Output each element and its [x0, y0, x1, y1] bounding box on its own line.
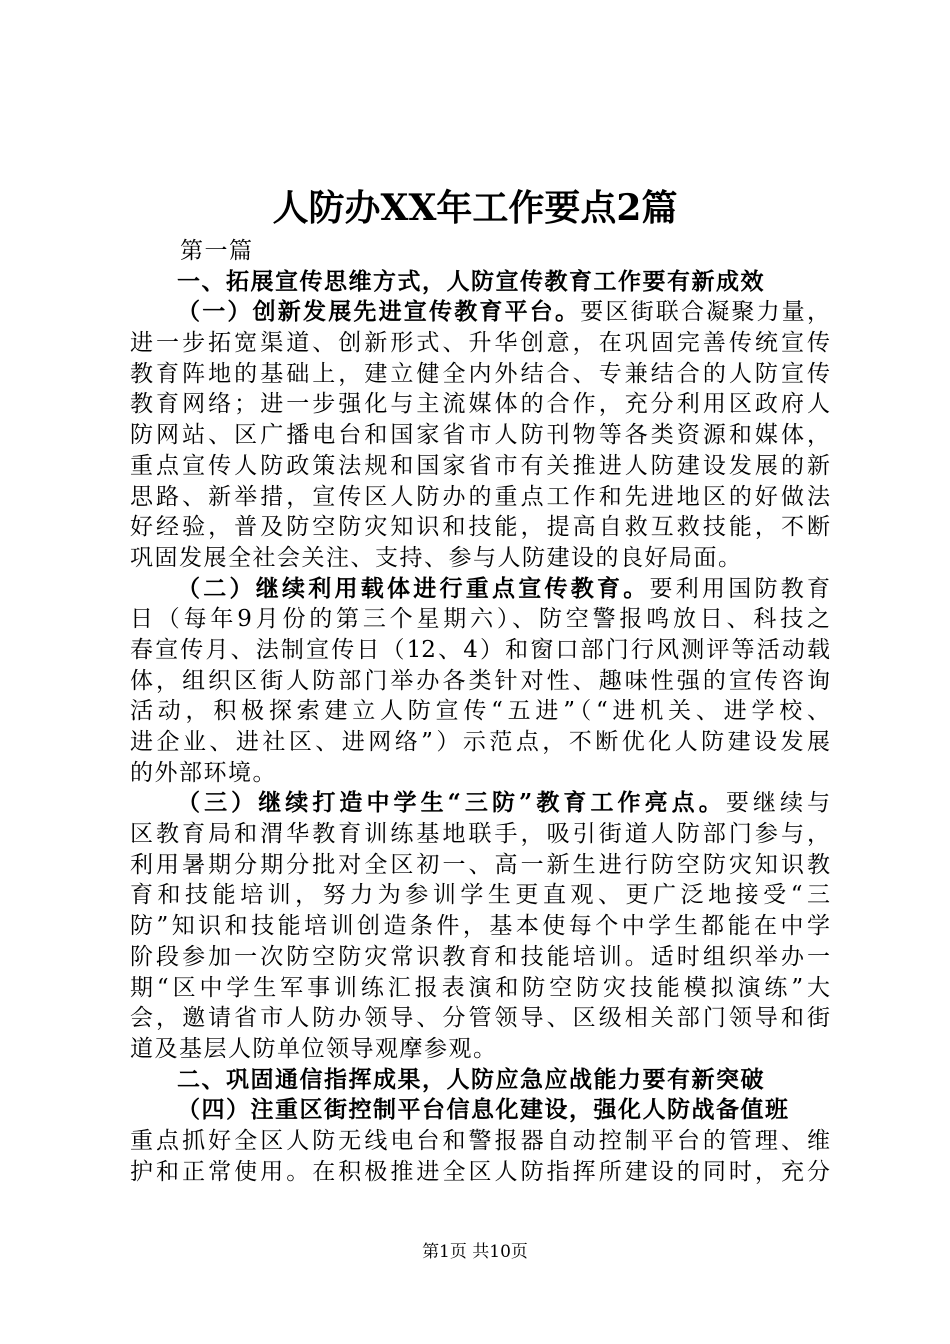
text-line: [130, 1126, 830, 1157]
text-line: [130, 604, 830, 635]
line-text: 巩固发展全社会关注、支持、参与人防建设的良好局面。: [130, 544, 743, 571]
text-line: [130, 911, 830, 942]
line-text: 道及基层人防单位领导观摩参观。: [130, 1035, 498, 1062]
line-text: 要利用国防教育: [649, 575, 830, 602]
line-text: 进一步拓宽渠道、创新形式、升华创意，在巩固完善传统宣传: [130, 330, 830, 357]
line-text: 要继续与: [725, 790, 831, 817]
text-line: [130, 543, 830, 574]
line-text: 防”知识和技能培训创造条件，基本使每个中学生都能在中学: [130, 913, 830, 940]
text-line: [130, 482, 830, 513]
line-text: 利用暑期分期分批对全区初一、高一新生进行防空防灾知识教: [130, 851, 830, 878]
line-text: 春宣传月、法制宣传日（12、4）和窗口部门行风测评等活动载: [130, 636, 830, 663]
text-line: [130, 727, 830, 758]
text-line: [130, 297, 830, 328]
text-line: [130, 850, 830, 881]
text-line: [130, 359, 830, 390]
text-line: [130, 512, 830, 543]
text-line: [130, 1157, 830, 1188]
paragraph-lead: （四）注重区街控制平台信息化建设，强化人防战备值班: [177, 1096, 790, 1124]
text-line: [130, 666, 830, 697]
line-text: 日（每年9月份的第三个星期六）、防空警报鸣放日、科技之: [130, 606, 830, 633]
line-text: 进企业、进社区、进网络”）示范点，不断优化人防建设发展: [130, 729, 830, 755]
line-text: 好经验，普及防空防灾知识和技能，提高自救互救技能，不断: [130, 514, 830, 541]
line-text: 区教育局和渭华教育训练基地联手，吸引街道人防部门参与，: [130, 821, 830, 848]
line-text: 要区街联合凝聚力量，: [580, 299, 831, 326]
line-text: 二、巩固通信指挥成果，人防应急应战能力要有新突破: [177, 1065, 765, 1093]
line-text: 教育网络；进一步强化与主流媒体的合作，充分利用区政府人: [130, 391, 830, 418]
text-line: [130, 267, 830, 298]
text-line: [130, 788, 830, 819]
text-line: [130, 1034, 830, 1065]
page-footer: 第1页 共10页: [422, 1242, 528, 1262]
text-line: [130, 942, 830, 973]
text-line: [130, 880, 830, 911]
text-line: [130, 451, 830, 482]
text-line: [130, 420, 830, 451]
text-line: [130, 635, 830, 666]
text-line: [130, 819, 830, 850]
text-line: [130, 1003, 830, 1034]
text-line: [130, 973, 830, 1004]
text-line: [130, 1095, 830, 1126]
text-line: [130, 389, 830, 420]
line-text: 重点抓好全区人防无线电台和警报器自动控制平台的管理、维: [130, 1127, 830, 1154]
line-text: 思路、新举措，宣传区人防办的重点工作和先进地区的好做法: [130, 483, 830, 510]
line-text: 体，组织区街人防部门举办各类针对性、趣味性强的宣传咨询: [130, 667, 830, 694]
line-text: 的外部环境。: [130, 759, 277, 786]
line-text: 阶段参加一次防空防灾常识教育和技能培训。适时组织举办一: [130, 943, 830, 970]
paragraph-lead: （三）继续打造中学生“三防”教育工作亮点。: [177, 789, 726, 817]
line-text: 重点宣传人防政策法规和国家省市有关推进人防建设发展的新: [130, 452, 830, 479]
line-text: 会，邀请省市人防办领导、分管领导、区级相关部门领导和街: [130, 1005, 830, 1032]
line-text: 期“区中学生军事训练汇报表演和防空防灾技能模拟演练”大: [130, 974, 830, 1001]
document-body: [130, 236, 830, 1187]
line-text: 育和技能培训，努力为参训学生更直观、更广泛地接受“三: [130, 882, 830, 909]
text-line: [130, 758, 830, 789]
paragraph-lead: （二）继续利用载体进行重点宣传教育。: [177, 574, 650, 602]
paragraph-lead: （一）创新发展先进宣传教育平台。: [177, 298, 581, 326]
text-line: [130, 328, 830, 359]
line-text: 第一篇: [180, 238, 254, 264]
document-title: 人防办XX年工作要点2篇: [272, 187, 678, 229]
line-text: 活动，积极探索建立人防宣传“五进”（“进机关、进学校、: [130, 698, 830, 725]
line-text: 护和正常使用。在积极推进全区人防指挥所建设的同时，充分: [130, 1158, 830, 1185]
line-text: 教育阵地的基础上，建立健全内外结合、专兼结合的人防宣传: [130, 360, 830, 387]
text-line: [130, 1065, 830, 1096]
line-text: 防网站、区广播电台和国家省市人防刊物等各类资源和媒体，: [130, 422, 830, 449]
line-text: 一、拓展宣传思维方式，人防宣传教育工作要有新成效: [177, 267, 765, 295]
text-line: [130, 574, 830, 605]
text-line: [130, 696, 830, 727]
text-line: [130, 236, 830, 267]
